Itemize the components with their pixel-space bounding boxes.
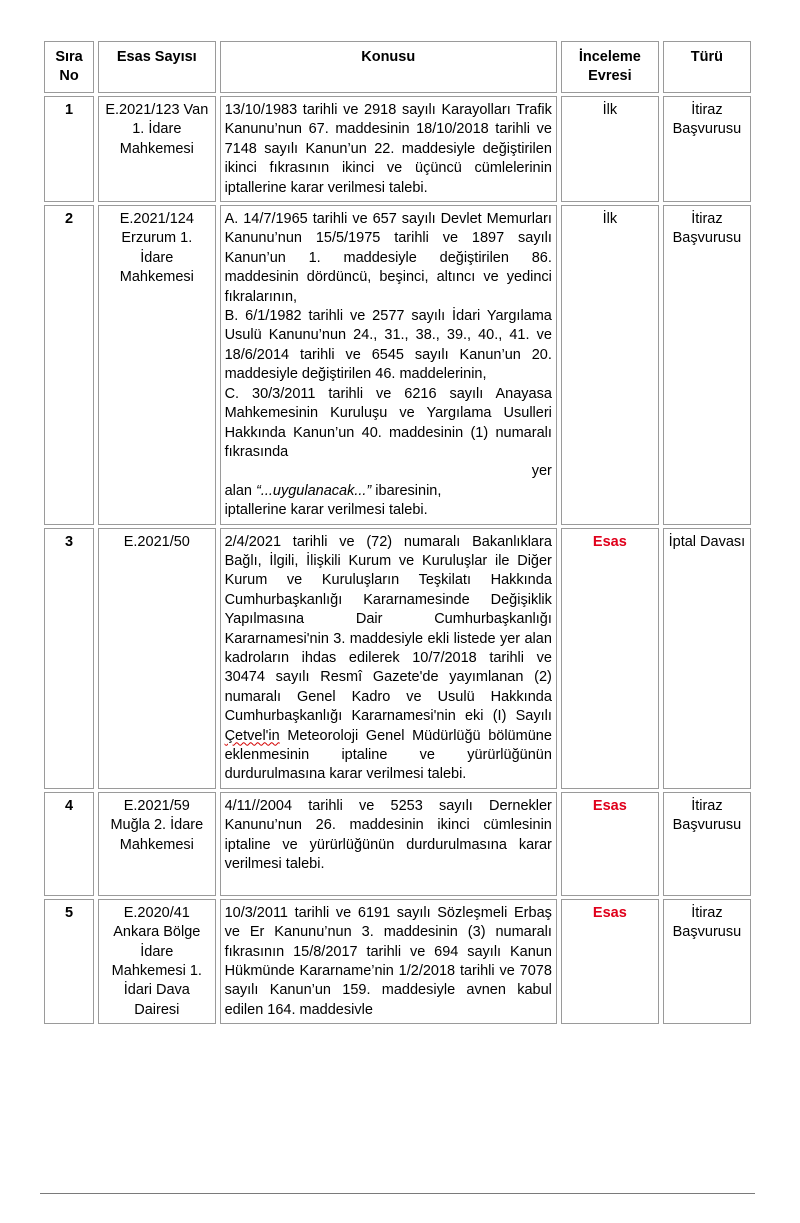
inceleme-evresi-cell: İlk [561, 96, 659, 202]
turu-cell: İtiraz Başvurusu [663, 899, 751, 1024]
row-number: 4 [44, 792, 94, 896]
cases-table [40, 38, 755, 1027]
turu-cell: İtiraz Başvurusu [663, 205, 751, 525]
konusu-paragraph-b: B. 6/1/1982 tarihli ve 2577 sayılı İdari Yargılama Usulü Kanunu’nun 24., 31., 38., 39., 40., 41. ve 18/6/2014 tarihli ve 6545 sayılı Kanun’un 20. maddesiyle değiştirilen 46. maddelerinin, [224, 308, 552, 383]
konusu-closing: iptallerine karar verilmesi talebi. [224, 502, 428, 519]
konusu-paragraph-c: C. 30/3/2011 tarihli ve 6216 sayılı Anayasa Mahkemesinin Kuruluşu ve Yargılama Usulleri Hakkında Kanun’un 40. maddesinin (1) numaralı fıkrasında [224, 385, 552, 460]
esas-sayisi-cell: E.2021/123 Van 1. İdare Mahkemesi [98, 96, 216, 202]
table-row [44, 528, 751, 789]
row-number: 1 [44, 96, 94, 202]
konusu-cell [220, 96, 557, 202]
turu-cell: İptal Davası [663, 528, 751, 789]
table-header-row [44, 41, 751, 93]
header-inceleme-evresi: İnceleme Evresi [561, 41, 659, 93]
table-row [44, 96, 751, 202]
konusu-fragment: yer [531, 463, 552, 480]
table-row [44, 792, 751, 896]
konusu-text: 13/10/1983 tarihli ve 2918 sayılı Karayolları Trafik Kanunu’nun 67. maddesinin 18/10/2018 tarihli ve 7148 sayılı Kanun’un 22. maddesiyle değiştirilen ikinci fıkrasının ikinci ve üçüncü cümlelerinin iptallerine karar verilmesi talebi. [224, 102, 552, 196]
inceleme-evresi-cell: Esas [561, 792, 659, 896]
row-number: 3 [44, 528, 94, 789]
header-sira-no: Sıra No [44, 41, 94, 93]
spellcheck-underlined-word: Çetvel'in [224, 727, 280, 744]
turu-cell: İtiraz Başvurusu [663, 792, 751, 896]
konusu-paragraph-a: A. 14/7/1965 tarihli ve 657 sayılı Devlet Memurları Kanunu’nun 15/5/1975 tarihli ve 1897 sayılı Kanun’un 1. maddesiyle değiştirilen 86. maddesinin dördüncü, beşinci, altıncı ve yedinci fıkralarının, [224, 211, 552, 305]
konusu-quote-line [225, 482, 552, 501]
konusu-fragment: ibaresinin, [375, 482, 442, 499]
konusu-cell [220, 528, 557, 789]
inceleme-evresi-cell: Esas [561, 899, 659, 1024]
esas-sayisi-cell: E.2020/41 Ankara Bölge İdare Mahkemesi 1. İdari Dava Dairesi [98, 899, 216, 1024]
turu-cell: İtiraz Başvurusu [663, 96, 751, 202]
konusu-text [225, 533, 552, 785]
row-number: 2 [44, 205, 94, 525]
inceleme-evresi-cell: İlk [561, 205, 659, 525]
table-row [44, 899, 751, 1024]
konusu-cell [220, 205, 557, 525]
header-esas-sayisi: Esas Sayısı [98, 41, 216, 93]
konusu-fragment: Meteoroloji Genel Müdürlüğü bölümüne eklenmesinin iptaline ve yürürlüğünün durdurulmasına karar verilmesi talebi. [224, 727, 552, 783]
konusu-cell [220, 792, 557, 896]
konusu-fragment: 2/4/2021 tarihli ve (72) numaralı Bakanlıklara Bağlı, İlgili, İlişkili Kurum ve Kuruluşlar ile Diğer Kurum ve Kuruluşların Teşkilatı Hakkında Cumhurbaşkanlığı Kararnamesinde Değişiklik Yapılmasına Dair Cumhurbaşkanlığı Kararnamesi'nin 3. maddesiyle ekli listede yer alan kadroların ihdas edilerek 10/7/2018 tarihli ve 30474 sayılı Resmî Gazete'de yayımlanan (2) numaralı Genel Kadro ve Usulü Hakkında Cumhurbaşkanlığı Kararnamesi'nin eki (I) Sayılı [224, 533, 552, 725]
row-number: 5 [44, 899, 94, 1024]
inceleme-evresi-cell: Esas [561, 528, 659, 789]
konusu-cell [220, 899, 557, 1024]
konusu-fragment: alan [224, 482, 252, 499]
esas-sayisi-cell: E.2021/59 Muğla 2. İdare Mahkemesi [98, 792, 216, 896]
konusu-quoted-phrase: “...uygulanacak...” [256, 482, 372, 499]
esas-sayisi-cell: E.2021/124 Erzurum 1. İdare Mahkemesi [98, 205, 216, 525]
konusu-text: 10/3/2011 tarihli ve 6191 sayılı Sözleşmeli Erbaş ve Er Kanunu’nun 3. maddesinin (3) numaralı fıkrasının 15/8/2017 tarihli ve 694 sayılı Kanun Hükmünde Kararname’nin 1/2/2018 tarihli ve 7078 sayılı Kanun’un 159. maddesiyle avnen kabul edilen 164. maddesivle [224, 904, 552, 1018]
esas-sayisi-cell: E.2021/50 [98, 528, 216, 789]
header-turu: Türü [663, 41, 751, 93]
konusu-text: 4/11//2004 tarihli ve 5253 sayılı Dernekler Kanunu’nun 26. maddesinin ikinci cümlesinin iptaline ve yürürlüğünün durdurulmasına karar verilmesi talebi. [224, 797, 552, 873]
table-row [44, 205, 751, 525]
header-konusu: Konusu [220, 41, 557, 93]
document-page [40, 38, 755, 1194]
